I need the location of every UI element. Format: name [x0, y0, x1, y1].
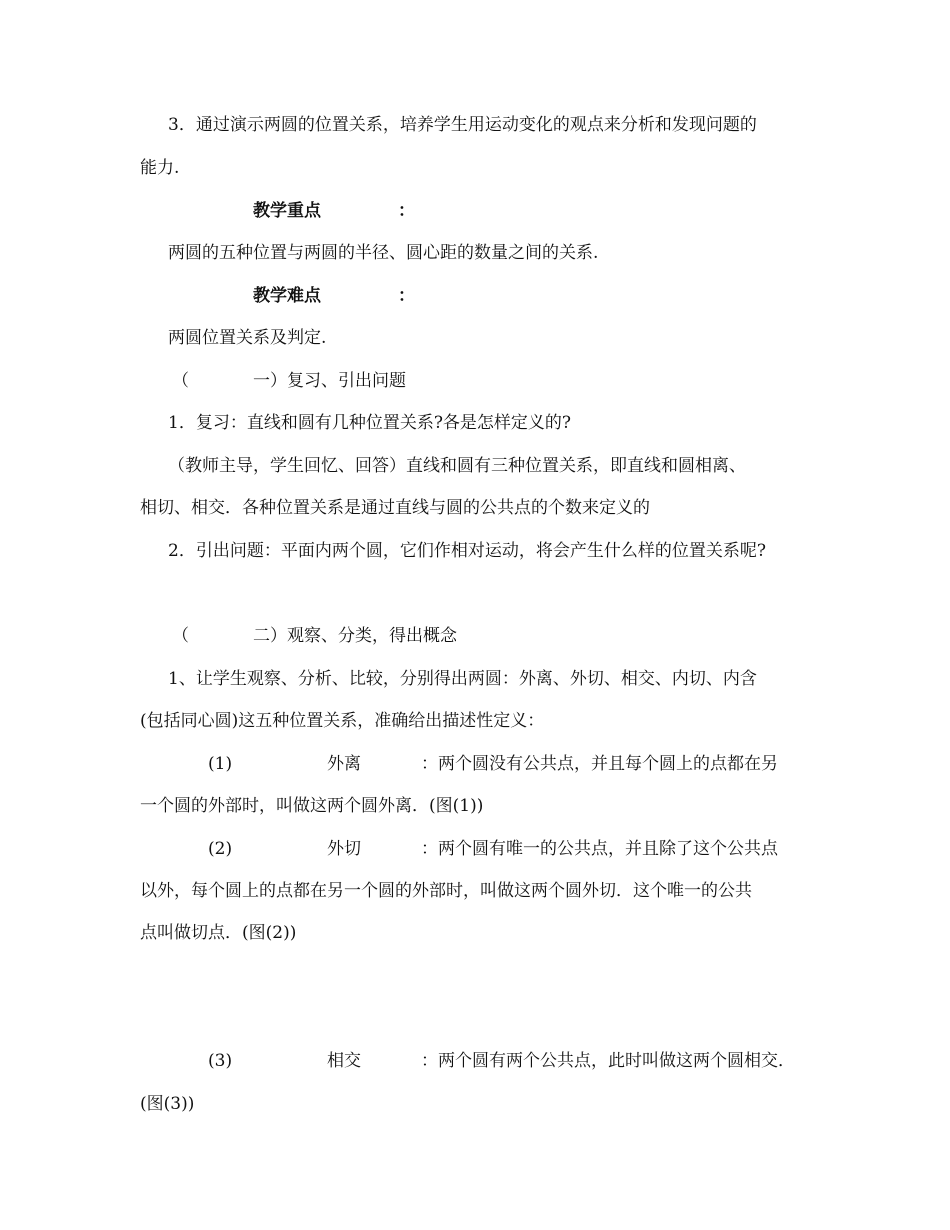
review-answer: （教师主导，学生回忆、回答）直线和圆有三种位置关系，即直线和圆相离、 [168, 456, 746, 476]
heading-key-points-colon: ： [398, 201, 415, 221]
definition-1-text: ：两个圆没有公共点，并且每个圆上的点都在另 [421, 754, 778, 774]
paragraph-objective-3: 3．通过演示两圆的位置关系，培养学生用运动变化的观点来分析和发现问题的 [168, 115, 757, 135]
definition-1-term: 外离 [327, 754, 361, 774]
definition-3-cont: (图(3)) [140, 1094, 195, 1114]
review-answer-cont: 相切、相交．各种位置关系是通过直线与圆的公共点的个数来定义的 [140, 498, 650, 518]
concept-intro: 1、让学生观察、分析、比较，分别得出两圆：外离、外切、相交、内切、内含 [168, 669, 757, 689]
definition-2-cont-2: 点叫做切点．(图(2)) [140, 923, 297, 943]
definition-1-number: (1) [208, 754, 233, 774]
definition-2-number: (2) [208, 839, 233, 859]
heading-difficult-points: 教学难点 [253, 286, 321, 306]
section-1-paren: （ [172, 371, 189, 391]
section-2-title: 二）观察、分类，得出概念 [253, 626, 457, 646]
difficult-points-text: 两圆位置关系及判定. [168, 328, 327, 348]
concept-intro-cont: (包括同心圆)这五种位置关系，准确给出描述性定义： [140, 711, 545, 731]
definition-3-term: 相交 [327, 1051, 361, 1071]
definition-1-cont: 一个圆的外部时，叫做这两个圆外离．(图(1)) [140, 796, 484, 816]
key-points-text: 两圆的五种位置与两圆的半径、圆心距的数量之间的关系. [168, 243, 599, 263]
definition-2-text: ：两个圆有唯一的公共点，并且除了这个公共点 [421, 839, 778, 859]
heading-difficult-points-colon: ： [398, 286, 415, 306]
review-question: 1．复习：直线和圆有几种位置关系?各是怎样定义的? [168, 413, 572, 433]
heading-key-points: 教学重点 [253, 201, 321, 221]
paragraph-objective-3-cont: 能力. [140, 158, 180, 178]
section-2-paren: （ [172, 626, 189, 646]
definition-3-number: (3) [208, 1051, 233, 1071]
definition-3-text: ：两个圆有两个公共点，此时叫做这两个圆相交． [421, 1051, 795, 1071]
definition-2-term: 外切 [327, 839, 361, 859]
lead-question: 2．引出问题：平面内两个圆，它们作相对运动，将会产生什么样的位置关系呢? [168, 541, 766, 561]
definition-2-cont: 以外，每个圆上的点都在另一个圆的外部时，叫做这两个圆外切．这个唯一的公共 [140, 881, 752, 901]
section-1-title: 一）复习、引出问题 [253, 371, 406, 391]
